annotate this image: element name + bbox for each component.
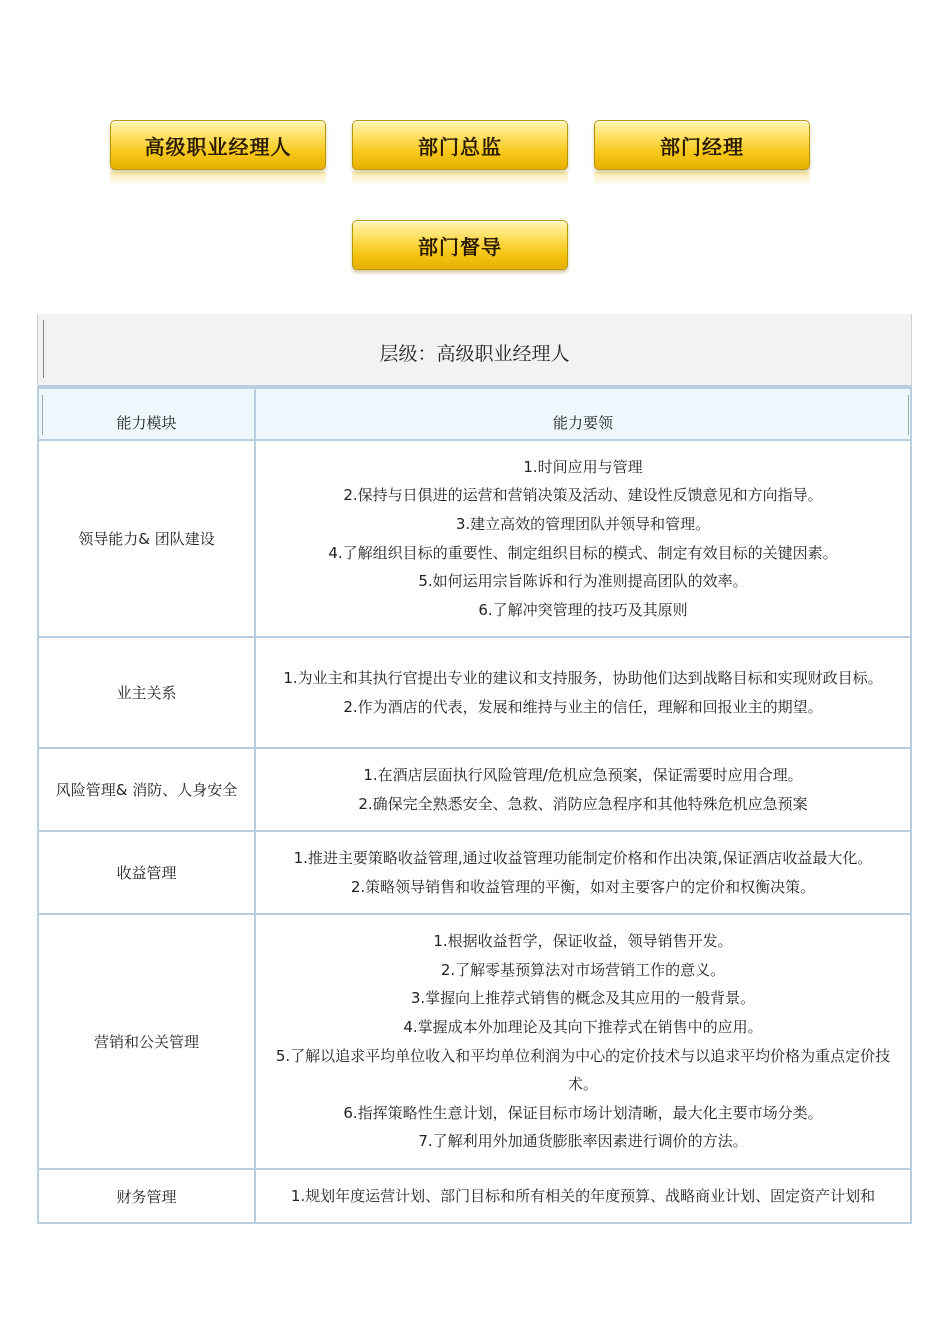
module-cell: 业主关系 [38, 637, 255, 748]
department-manager-button[interactable]: 部门经理 [594, 120, 810, 170]
department-director-button[interactable]: 部门总监 [352, 120, 568, 170]
requirement-item: 2.作为酒店的代表，发展和维持与业主的信任，理解和回报业主的期望。 [343, 697, 823, 716]
module-cell: 营销和公关管理 [38, 914, 255, 1169]
header-divider-right [908, 395, 909, 435]
requirement-item: 4.了解组织目标的重要性、制定组织目标的模式、制定有效目标的关键因素。 [328, 543, 838, 562]
button-reflection [352, 172, 568, 186]
requirements-cell [255, 440, 911, 637]
requirements-cell [255, 831, 911, 914]
requirements-cell [255, 1169, 911, 1223]
requirements-cell [255, 748, 911, 831]
competency-grid [37, 387, 912, 1224]
button-reflection [110, 172, 326, 186]
module-cell: 领导能力& 团队建设 [38, 440, 255, 637]
competency-table [37, 314, 912, 1224]
requirement-item: 2.策略领导销售和收益管理的平衡，如对主要客户的定价和权衡决策。 [350, 877, 816, 896]
module-cell: 收益管理 [38, 831, 255, 914]
header-requirements: 能力要领 [255, 388, 911, 440]
table-row [38, 1169, 911, 1223]
header-module: 能力模块 [38, 388, 255, 440]
requirement-item: 2.确保完全熟悉安全、急救、消防应急程序和其他特殊危机应急预案 [358, 794, 808, 813]
table-row [38, 637, 911, 748]
requirement-item: 1.时间应用与管理 [523, 457, 643, 476]
table-row [38, 914, 911, 1169]
requirement-item: 5.了解以追求平均单位收入和平均单位利润为中心的定价技术与以追求平均价格为重点定价技术。 [275, 1046, 891, 1094]
requirement-item: 2.了解零基预算法对市场营销工作的意义。 [440, 960, 726, 979]
title-divider [43, 320, 44, 378]
senior-manager-button[interactable]: 高级职业经理人 [110, 120, 326, 170]
requirement-item: 1.规划年度运营计划、部门目标和所有相关的年度预算、战略商业计划、固定资产计划和 [290, 1186, 876, 1205]
table-title-row [37, 314, 912, 387]
module-cell: 财务管理 [38, 1169, 255, 1223]
requirements-cell [255, 637, 911, 748]
requirement-item: 1.在酒店层面执行风险管理/危机应急预案，保证需要时应用合理。 [363, 765, 803, 784]
requirement-item: 5.如何运用宗旨陈诉和行为准则提高团队的效率。 [418, 572, 748, 591]
requirement-item: 1.推进主要策略收益管理,通过收益管理功能制定价格和作出决策,保证酒店收益最大化。 [293, 848, 873, 867]
header-divider-left [42, 395, 43, 435]
module-cell: 风险管理& 消防、人身安全 [38, 748, 255, 831]
requirement-item: 3.建立高效的管理团队并领导和管理。 [455, 514, 711, 533]
table-row [38, 440, 911, 637]
requirement-item: 4.掌握成本外加理论及其向下推荐式在销售中的应用。 [403, 1017, 763, 1036]
requirement-item: 2.保持与日俱进的运营和营销决策及活动、建设性反馈意见和方向指导。 [343, 486, 823, 505]
table-row [38, 831, 911, 914]
table-title: 层级：高级职业经理人 [379, 343, 570, 365]
department-supervisor-button[interactable]: 部门督导 [352, 220, 568, 270]
requirements-cell [255, 914, 911, 1169]
button-reflection [594, 172, 810, 186]
requirement-item: 7.了解利用外加通货膨胀率因素进行调价的方法。 [418, 1132, 748, 1151]
requirement-item: 1.根据收益哲学，保证收益，领导销售开发。 [433, 932, 733, 951]
table-row [38, 748, 911, 831]
header-row [38, 388, 911, 440]
requirement-item: 6.指挥策略性生意计划，保证目标市场计划清晰，最大化主要市场分类。 [343, 1103, 823, 1122]
requirement-item: 6.了解冲突管理的技巧及其原则 [478, 600, 688, 619]
requirement-item: 3.掌握向上推荐式销售的概念及其应用的一般背景。 [410, 989, 756, 1008]
requirement-item: 1.为业主和其执行官提出专业的建议和支持服务，协助他们达到战略目标和实现财政目标。 [283, 668, 883, 687]
